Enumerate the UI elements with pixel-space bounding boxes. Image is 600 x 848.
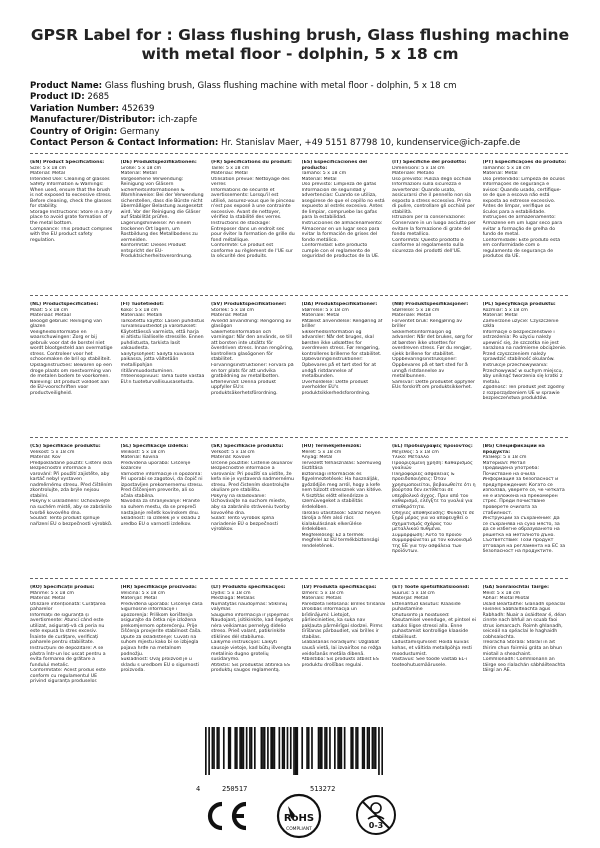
spec-line: Informacje o bezpieczeństwie i ostrzeżenia: Po użyciu należy upewnić się, że szczotka nie jest narażona na nadmierne obciążenie. Przed czyszczeniem należy sprawdzić stabilność okularów. — [482, 329, 567, 363]
barcode-bar — [337, 727, 339, 769]
barcode-bar — [239, 727, 241, 769]
ean-barcode — [205, 727, 383, 775]
language-heading: (LV) Produkta specifikācijas: — [301, 585, 377, 590]
spec-line: Предвидена употреба: Почистване на очила — [482, 466, 540, 477]
spec-line: Tervezett felhasználás: Szemüveg tisztítása — [301, 460, 382, 472]
spec-line: Atbilstība: Šis produkts atbilst ES produktu drošības regulai. — [301, 657, 379, 668]
barcode-bar — [216, 727, 218, 769]
barcode-bar — [318, 727, 320, 769]
barcode-bar — [272, 727, 274, 769]
spec-line: Drošības informācija un brīdinājumi: Lietojot, pārliecinieties, ka suka nav pakļauta pārmērīgai slodzei. Pirms tīrīšanas pārbaudiet, vai brilles ir stabilas. — [301, 607, 383, 640]
language-heading: (PT) Especificações do produto: — [482, 160, 567, 165]
language-block — [30, 585, 114, 715]
barcode-bar — [375, 727, 377, 769]
barcode-bar — [241, 727, 243, 769]
spec-line: Beoogd gebruik: Reiniging van glazen — [30, 318, 102, 330]
spec-line: Größe: 5 x 18 cm — [120, 165, 162, 171]
barcode-bar — [301, 727, 303, 769]
rohs-text: RoHS — [283, 813, 315, 824]
language-block — [392, 444, 476, 574]
barcode-bar — [208, 727, 210, 775]
language-heading: (BG) Спецификации на продукта: — [482, 444, 545, 455]
barcode-bar — [324, 727, 326, 769]
language-block — [30, 444, 114, 574]
barcode-group-1: 250517 — [222, 785, 248, 793]
spec-line: Οδηγίες αποθήκευσης: Φυλάξτε σε ξηρό μέρος για να αποφευχθεί ο σχηματισμός σχάρας του μεταλλικού πυθμένα. — [392, 510, 475, 533]
spec-line: Informations de sécurité et avertissements: Lorsqu'il est utilisé, assurez-vous que le pinceau n'est pas exposé à une contrainte excessive. Avant de nettoyer, vérifiez la stabilité des verres. — [211, 187, 295, 221]
spec-line: Predviđena uporaba: Čišćenje čaša — [120, 601, 203, 607]
spec-line: Súlad: Tento výrobok spĺňa nariadenie EÚ o bezpečnosti výrobkov. — [211, 516, 278, 533]
spec-line: Ohutusinfo ja hoiatused: Kasutamisel veenduge, et pintsel ei satuks liigse stressi alla. Enne puhastamist kontrollige klaaside stabiilsust. — [392, 612, 476, 640]
spec-line: Oppbevaringsinstruksjoner: Oppbevares på et tørt sted for å unngå ristdannelse av metallbunnen. — [392, 357, 468, 380]
barcode-left-digit: 4 — [196, 785, 201, 793]
barcode-bar — [295, 727, 297, 775]
spec-line: Material: Metal — [30, 171, 66, 177]
spec-line: Размер: 5 x 18 cm — [482, 455, 527, 461]
spec-line: Izmērs: 5 x 18 cm — [301, 590, 344, 596]
barcode-bar — [264, 727, 266, 769]
barcode-bar — [372, 727, 374, 769]
spec-line: Veličina: 5 x 18 cm — [120, 590, 165, 596]
barcode-bar — [293, 727, 295, 775]
language-heading: (ET) Toote spetsifikatsioonid: — [392, 585, 470, 590]
language-heading: (SK) Špecifikácie produktu: — [211, 444, 284, 449]
spec-line: Informații de siguranță și avertismente: Atunci când este utilizat, asigurați-vă că peria nu este expusă la stres excesiv. Înainte de curățare, verificați paharele pentru stabilitate. — [30, 612, 105, 646]
spec-line: Predvidena uporaba: Čiščenje kozarcev — [120, 460, 191, 472]
product-info-row — [30, 115, 590, 126]
language-band — [30, 160, 568, 290]
language-block — [302, 444, 386, 574]
spec-line: Taille: 5 x 18 cm — [211, 165, 250, 171]
spec-line: Materiaal: Metaal — [30, 313, 71, 319]
spec-line: Conformidad: Este producto cumple con el reglamento de seguridad de productos de la UE. — [301, 243, 380, 260]
product-info-row — [30, 138, 590, 149]
info-key: Variation Number: — [30, 103, 119, 114]
language-block — [483, 302, 567, 432]
spec-line: Dydis: 5 x 18 cm — [211, 590, 251, 596]
language-block — [302, 585, 386, 715]
language-heading: (SV) Produktspecifikationer: — [211, 302, 287, 307]
spec-line: Saugumo informacija ir įspėjimai: Naudojant, įsitikinkite, kad šepetys nėra veikiamas pernelyg didelio streso. Prieš valant, patikrinkite stiklines dėl stabilumo. — [211, 612, 294, 640]
language-block — [392, 160, 476, 290]
barcode-bar — [254, 727, 256, 769]
barcode-bar — [261, 727, 263, 769]
spec-line: Materiale: Metallo — [392, 171, 435, 177]
language-heading: (RO) Specificații produs: — [30, 585, 95, 590]
barcode-bar — [296, 727, 298, 775]
barcode-bar — [267, 727, 269, 769]
spec-line: Conformità: Questo prodotto è conforme al regolamento sulla sicurezza dei prodotti dell'UE. — [392, 237, 464, 254]
spec-line: Faisnéis Sábháilteachta agus Rabhadh: Nuair a úsáidtear é, déan cinnte nach bhfuil an scuab faoi strus iomarcach. Roimh ghlanadh, seiceáil na spéaclaí le haghaidh cobhsaíochta. — [482, 607, 566, 640]
spec-line: Upute za skladištenje: Čuvati na suhom mjestu kako bi se izbjegla pojava hrđe na metalnom podnožju. — [120, 634, 199, 657]
barcode-bar — [329, 727, 331, 769]
spec-line: Opslaginstructies: Bewaren op een droge plaats om roestvorming van de metalen bodem te voorkomen. — [30, 363, 112, 380]
spec-line: Opbevaringsinstruktioner: Opbevares på et tørt sted for at undgå ristdannelse af metalbunden. — [301, 357, 377, 380]
spec-line: Sikkerhedsinformation og advarsler: Når det bruges, skal børsten ikke udsættes for overdreven stress. Før rengøring, kontrolleres brillerne for stabilitet. — [301, 329, 382, 357]
spec-line: Medžiaga: Metalas — [211, 596, 255, 602]
spec-line: Konformität: Dieses Produkt entspricht der EU-Produktsicherheitsverordnung. — [120, 243, 193, 260]
spec-line: Comhlíonadh: Comhlíonann an táirge seo rialachán sábháilteachta táirgí an AE. — [482, 657, 566, 674]
info-key: Country of Origin: — [30, 126, 118, 137]
spec-line: Safety Information & Warnings: When used, ensure that the brush is not exposed to excessive stress. Before cleaning, check the glasses for stability. — [30, 182, 112, 210]
spec-line: Materiál: Kov — [30, 455, 61, 461]
spec-line: Material: Metal — [301, 176, 337, 182]
barcode-bar — [223, 727, 225, 769]
spec-line: Materiał: Metal — [482, 313, 518, 319]
spec-line: Lagerungshinweise: An einem trockenen Ort lagern, um Rostbildung des Metallbodens zu vermeiden. — [120, 221, 198, 243]
barcode-bar — [357, 727, 359, 769]
barcode-bar — [373, 727, 375, 769]
language-block — [483, 444, 567, 574]
language-heading: (NL) Productspecificaties: — [30, 302, 99, 307]
spec-line: Förvaringsinstruktioner: Förvara på en torr plats för att undvika gratbildning av metallbotten. — [211, 363, 294, 380]
spec-line: Materiaali: Metalli — [120, 313, 163, 319]
barcode-bar — [205, 727, 207, 775]
spec-line: Συμμόρφωση: Αυτό το προϊόν συμμορφώνεται με τον κανονισμό της ΕΕ για την ασφάλεια των προϊόντων. — [392, 532, 472, 555]
spec-line: Uso previsto: Limpieza de gafas — [301, 182, 377, 188]
spec-line: Materjal: Metall — [392, 596, 429, 602]
barcode-bar — [321, 727, 323, 769]
barcode-bar — [282, 727, 284, 769]
info-key: Product Name: — [30, 81, 103, 91]
info-key: Manufacturer/Distributor: — [30, 115, 156, 126]
spec-line: Pokyny k uskladnění: Uchovávejte na suchém místě, aby se zabránilo tvorbě kovového dna. — [30, 499, 112, 516]
info-value: 452639 — [121, 103, 155, 114]
barcode-bar — [278, 727, 280, 769]
language-block — [121, 444, 205, 574]
spec-line: Material: Metal — [482, 171, 518, 177]
spec-line: Turvallisuustiedot ja varoitukset: Käytettäessä varmista, että harja ei altistu liialliselle stressille. Ennen puhdistusta, tarkista lasit vakaudesta. — [120, 324, 204, 352]
spec-line: Samsvar: Dette produktet oppfyller EUs forskrift om produktsikkerhet. — [392, 379, 475, 391]
barcode-bar — [367, 727, 369, 769]
language-heading: (DE) Produktspezifikationen: — [120, 160, 197, 165]
language-heading: (NB) Produktspesifikasjoner: — [392, 302, 469, 307]
spec-line: Matériau: Métal — [211, 171, 248, 177]
spec-line: Určené použitie: Čistenie okuliarov — [211, 460, 293, 466]
barcode-group-2: 513272 — [310, 785, 336, 793]
spec-line: Uso pretendido: Limpeza de óculos — [482, 176, 565, 182]
language-heading: (FI) Tuotetiedot: — [120, 302, 164, 307]
spec-line: Säkerhetsinformation och varningar: När den används, se till att borsten inte utsätts för överdriven stress. Innan rengöring, kontrollera glasögonen för stabilitet. — [211, 329, 294, 363]
barcode-bar — [287, 727, 289, 769]
spec-line: Προοριζόμενη χρήση: Καθαρισμός γυαλιών — [392, 460, 473, 472]
spec-line: Ettenähtud kasutus: Klaaside puhastamine — [392, 601, 461, 613]
spec-line: Bezpečnostné informácie a varovania: Pri použití sa uistite, že kefa nie je vystavená nadmernému stresu. Pred čistením skontrolujte okuliare pre stabilitu. — [211, 466, 294, 494]
info-value: 2685 — [87, 92, 110, 103]
barcode-bar — [262, 727, 264, 769]
spec-line: Efterlevnad: Denna produkt uppfyller EU:s produktsäkerhetsförordning. — [211, 379, 278, 396]
barcode-bar — [236, 727, 238, 769]
spec-line: Předpokládané použití: Čištění skla — [30, 460, 112, 466]
spec-line: Conformité: Ce produit est conforme au règlement de l'UE sur la sécurité des produits. — [211, 243, 293, 260]
product-info-row — [30, 81, 590, 92]
spec-line: Tamanho: 5 x 18 cm — [482, 165, 531, 171]
spec-line: Numatytas naudojimas: Stiklinių valymas — [211, 601, 288, 613]
spec-line: Velikost: 5 x 18 cm — [120, 449, 165, 455]
spec-line: Ábhar: Miotal Miotal — [482, 596, 530, 602]
language-band — [30, 585, 568, 715]
spec-line: Bezpečnostní informace a varování: Při použití zajistěte, aby kartáč nebyl vystaven nadměrnému stresu. Před čištěním zkontrolujte, zda brýle nejsou stabilní. — [30, 466, 113, 499]
barcode-bar — [274, 727, 276, 769]
spec-line: Материал: Метал — [482, 460, 526, 466]
spec-line: Intended Use: Cleaning of glasses — [30, 176, 110, 182]
spec-line: Πληροφορίες ασφάλειας & προειδοποιήσεις: Όταν χρησιμοποιείται, βεβαιωθείτε ότι η βούρτσα δεν εκτίθεται σε υπερβολικό άγχος. Πριν από τον καθαρισμό, ελέγξτε τα γυαλιά για σταθερότητα. — [392, 471, 476, 511]
barcode-bar — [270, 727, 272, 769]
language-block — [302, 302, 386, 432]
spec-line: Suurus: 5 x 18 cm — [392, 590, 435, 596]
spec-line: Conformidade: Este produto está em conformidade com o regulamento de segurança de produtos da UE. — [482, 237, 561, 260]
spec-line: Instrucțiuni de depozitare: A se păstra într-un loc uscat pentru a evita formarea de grătare a fundului metalic. — [30, 646, 106, 668]
language-block — [392, 585, 476, 715]
spec-line: Υλικό: Μέταλλο — [392, 455, 429, 461]
language-heading: (DA) Produktspecifikationer: — [301, 302, 378, 307]
spec-line: Ladustamisjuhised: Hoida kuivas kohas, et vältida metallpõhja resti moodustumist. — [392, 640, 472, 657]
spec-line: Koko: 5 x 18 cm — [120, 307, 159, 313]
barcode-bar — [234, 727, 236, 769]
barcode-bar — [378, 727, 380, 775]
spec-line: Paredzētā lietošana: Brilles tīrīšanai — [301, 601, 386, 607]
barcode-bar — [308, 727, 310, 769]
spec-line: Mărime: 5 x 18 cm — [30, 590, 75, 596]
language-heading: (PL) Specyfikacja produktu: — [482, 302, 556, 307]
age-warning-icon — [354, 793, 398, 837]
language-heading: (FR) Spécifications du produit: — [211, 160, 292, 165]
spec-line: Materiāls: Metāls — [301, 596, 342, 602]
language-heading: (ES) Especificaciones del producto: — [301, 160, 368, 171]
spec-line: Conformitate: Acest produs este conform cu regulamentul UE privind siguranța produselor. — [30, 668, 106, 685]
spec-line: Materiale: Metal — [301, 313, 340, 319]
spec-line: Glabāšanas norādījumi: Uzglabāt sausā vietā, lai izvairītos no režģa veidošanās metāla dibenā. — [301, 640, 382, 657]
spec-line: Méid: 5 x 18 cm — [482, 590, 521, 596]
spec-line: Skladnost: Ta izdelek je v skladu z uredbo EU o varnosti izdelkov. — [120, 516, 201, 527]
barcode-bar — [251, 727, 253, 769]
barcode-bar — [368, 727, 370, 769]
spec-line: Sicherheitsinformationen & Warnhinweise: Bei der Verwendung sicherstellen, dass die Bürste nicht übermäßiger Belastung ausgesetzt wird. Vor der Reinigung die Gläser auf Stabilität prüfen. — [120, 187, 204, 221]
product-info-row — [30, 104, 590, 115]
info-value: ich-zapfe — [158, 115, 198, 126]
barcode-bar — [290, 727, 292, 769]
barcode-bar — [363, 727, 365, 769]
spec-line: Instrukcje przechowywania: Przechowywać w suchym miejscu, aby uniknąć tworzenia się kratki z metalu. — [482, 363, 563, 385]
barcode-bar — [218, 727, 220, 769]
spec-line: Storage Instructions: Store in a dry place to avoid grate formation of the metal bottom. — [30, 209, 113, 227]
spec-line: Overholdelse: Dette produkt overholder EU's produktsikkerhedsforordning. — [301, 379, 371, 396]
info-key: Product ID: — [30, 92, 85, 103]
language-heading: (HR) Specifikacije proizvoda: — [120, 585, 197, 590]
barcode-bar — [311, 727, 313, 769]
divider — [30, 295, 568, 296]
barcode-bar — [344, 727, 346, 769]
spec-line: Navodila za shranjevanje: Hranite na suhem mestu, da se prepreči nastajanje rešetk kovinskem dnu. — [120, 499, 200, 516]
language-block — [483, 585, 567, 715]
spec-line: Material: Kovina — [120, 455, 159, 461]
barcode-bar — [341, 727, 343, 769]
barcode-bar — [213, 727, 215, 769]
spec-line: Sukladnost: Ovaj proizvod je u skladu s uredbom EU o sigurnosti proizvoda. — [120, 657, 199, 674]
spec-line: Uso previsto: Pulizia degli occhiali — [392, 176, 472, 182]
spec-line: Biztonsági információk és figyelmeztetések: Ha használják, győződjön meg arról, hogy a kefe nem túlzott stressznek van kitéve. A tisztítás előtt ellenőrizze a szemüvegeket a stabilitás érdekében. — [301, 471, 383, 511]
spec-line: Materijal: Metal — [120, 596, 157, 602]
spec-line: Информация за безопасност и предупреждения: Когато се използва, уверете се, че четката не е изложена на прекомерен стрес. Преди почистване проверете очилата за стабилност. — [482, 477, 565, 516]
product-info-block — [30, 81, 590, 149]
language-block — [392, 302, 476, 432]
barcode-bar — [326, 727, 328, 769]
info-value: Glass flushing brush, Glass flushing machine with metal floor - dolphin, 5 x 18 cm — [104, 81, 457, 91]
language-block — [211, 302, 295, 432]
spec-line: Инструкции за съхранение: Да се съхранява на сухо място, за да се избегне образуването на решетка на металното дъно. — [482, 516, 560, 538]
rohs-compliant-icon — [276, 793, 322, 839]
spec-line: Vastavus: See toode vastab EL-i tooteohutusmäärusele. — [392, 657, 468, 668]
spec-line: Tarkoitettu käyttö: Lasien puhdistus — [120, 318, 205, 324]
language-heading: (IT) Specifiche del prodotto: — [392, 160, 467, 165]
product-info-row — [30, 127, 590, 138]
barcode-bar — [283, 727, 285, 769]
spec-line: Maat: 5 x 18 cm — [30, 307, 69, 313]
spec-line: Anyag: Metál — [301, 455, 333, 461]
rohs-sub-text: COMPLIANT — [286, 827, 312, 832]
language-block — [121, 585, 205, 715]
spec-line: Veľkosť: 5 x 18 cm — [211, 449, 255, 455]
spec-line: Velikost: 5 x 18 cm — [30, 449, 75, 455]
spec-line: Μέγεθος: 5 x 18 cm — [392, 449, 439, 455]
language-heading: (SL) Specifikacije izdelka: — [120, 444, 189, 449]
language-heading: (LT) Produkto specifikacijos: — [211, 585, 286, 590]
spec-line: Varnostne informacije in opozorila: Pri uporabi se zagotovi, da čopič ni izpostavljen prekomernemu stresu. Pred čiščenjem preverite, ali so očala stabilna. — [120, 471, 204, 499]
spec-line: Forventet bruk: Rengjøring av briller — [392, 318, 463, 330]
barcode-bar — [339, 727, 341, 769]
language-block — [30, 160, 114, 290]
language-block — [211, 585, 295, 715]
divider — [30, 153, 568, 154]
spec-line: Zgodność: Ten produkt jest zgodny z rozporządzeniem UE w sprawie bezpieczeństwa produktów. — [482, 385, 565, 402]
page-title: GPSR Label for : Glass flushing brush, Glass flushing machine with metal floor - dolphin, 5 x 18 cm — [30, 26, 570, 63]
spec-line: Materiál: Kovové — [211, 455, 251, 461]
spec-line: Treoracha Stórála: Stóráil in áit thirim chun foirmiú gráta an bhun miotail a sheachaint. — [482, 640, 563, 657]
barcode-bar — [350, 727, 352, 769]
barcode-bar — [352, 727, 354, 769]
spec-line: Úsáid Beartaithe: Glanadh spéaclaí — [482, 601, 566, 607]
spec-line: Istruzioni per la conservazione: Conservare in un luogo asciutto per evitare la formazione di grate del fondo metallico. — [392, 215, 476, 238]
spec-line: Informações de segurança e avisos: Quando usado, certifique-se de que a escova não está exposta ao estresse excessivo. Antes de limpar, verifique os óculos para a estabilidade. — [482, 182, 562, 215]
language-heading: (EN) Product Specifications: — [30, 160, 105, 165]
spec-line: Laikymo instrukcijos: Laikyti sausoje vietoje, kad būtų išvengta metalinio dugno grotelių susidarymo. — [211, 640, 292, 663]
spec-line: Påtænkt anvendelse: Rengøring af briller — [301, 318, 383, 330]
language-block — [30, 302, 114, 432]
product-info-row — [30, 92, 590, 103]
spec-line: Tamaño: 5 x 18 cm — [301, 171, 347, 177]
info-value: Hr. Stanislav Maer, +49 5151 87798 10, kundenservice@ich-zapfe.de — [221, 138, 521, 149]
spec-line: Vorgesehene Verwendung: Reinigung von Gläsern — [120, 176, 184, 188]
spec-line: Instruções de armazenamento: Armazene em um lugar seco para evitar a formação de grelha do fundo de metal. — [482, 215, 563, 238]
barcode-bar — [381, 727, 383, 775]
barcode-bar — [306, 727, 308, 769]
spec-line: Compliance: This product complies with the EU product safety regulation. — [30, 226, 113, 243]
spec-line: Soulad: Tento produkt splňuje nařízení EU o bezpečnosti výrobků. — [30, 516, 113, 527]
spec-line: Material: Metall — [211, 313, 248, 319]
spec-line: Información de seguridad y advertencias: Cuando se utiliza, asegúrese de que el cepillo no está expuesto al estrés excesivo. Antes de limpiar, compruebe las gafas para la estabilidad. — [301, 187, 385, 221]
spec-line: Sigurnosne informacije i upozorenja: Prilikom korištenja osigurajte da četka nije izložena prekomjernom opterećenju. Prije čišćenja provjerite stabilnost čaša. — [120, 607, 202, 635]
spec-line: Atitiktis: Šis produktas atitinka ES produktų saugos reglamentą. — [211, 662, 291, 674]
spec-line: Dimensioni: 5 x 18 cm — [392, 165, 445, 171]
language-block — [302, 160, 386, 290]
barcode-bar — [249, 727, 251, 769]
barcode-bar — [355, 727, 357, 769]
spec-line: Instructions de stockage: Entreposer dans un endroit sec pour éviter la formation de grille du fond métallique. — [211, 221, 295, 243]
info-value: Germany — [119, 126, 160, 137]
language-heading: (GA) Sonraíochtaí Táirge: — [482, 585, 549, 590]
spec-line: Zamierzone użycie: Czyszczenie szkła — [482, 318, 559, 330]
spec-line: Yhteensopivuus: Tämä tuote vastaa EU:n tuoteturvallisuusasetusta. — [120, 374, 205, 385]
spec-line: Size: 5 x 18 cm — [30, 165, 67, 171]
spec-line: Съответствие: Този продукт отговаря на регламента на ЕС за безопасност на продуктите. — [482, 538, 566, 555]
spec-line: Rozmiar: 5 x 18 cm — [482, 307, 528, 313]
divider — [30, 578, 568, 579]
language-block — [121, 160, 205, 290]
age-text: 0-3 — [368, 821, 384, 830]
spec-line: Veiligheidsinformatie en waarschuwingen: Zorg er bij gebruik voor dat de borstel niet wordt blootgesteld aan overmatige stress. Controleer voor het schoonmaken de bril op stabiliteit. — [30, 329, 113, 363]
spec-line: Megfelelőség: Ez a termék megfelel az EU termékbiztonsági rendeletének. — [301, 532, 379, 549]
language-band — [30, 444, 568, 574]
language-heading: (EL) Προδιαγραφές προϊόντος: — [392, 444, 473, 449]
spec-line: Storlek: 5 x 18 cm — [211, 307, 254, 313]
language-block — [211, 160, 295, 290]
barcode-bar — [228, 727, 230, 769]
language-band — [30, 302, 568, 432]
spec-line: Størrelse: 5 x 18 cm — [392, 307, 440, 313]
language-block — [211, 444, 295, 574]
barcode-bar — [243, 727, 245, 769]
barcode-bar — [230, 727, 232, 769]
barcode-bar — [319, 727, 321, 769]
language-block — [483, 160, 567, 290]
spec-line: Pokyny na skladovanie: Uchovávajte na suchom mieste, aby sa zabránilo stráveniu tvorby kovového dna. — [211, 493, 290, 516]
barcode-bar — [246, 727, 248, 769]
spec-line: Avsedd användning: Rengöring av glasögon — [211, 318, 292, 330]
spec-line: Säilytysohjeet: Säilytä kuivassa paikassa, jotta vältetään metallipohjan ritilänmuodostuminen. — [120, 351, 195, 374]
ce-mark-icon — [200, 798, 250, 834]
spec-line: Materiale: Metall — [392, 313, 432, 319]
language-heading: (HU) Termékjellemzők: — [301, 444, 362, 449]
barcode-bar — [212, 727, 214, 769]
spec-line: Informazioni sulla sicurezza e avvertenze: Quando usato, assicurarsi che il pennello non sia esposto a stress eccessivo. Prima di pulire, controllare gli occhiali per stabilità. — [392, 182, 475, 215]
spec-line: Sikkerhetsinformasjon og advarsler: Når det brukes, sørg for at børsten ikke utsettes for overdreven stress. Før du rengjør, sjekk brillene for stabilitet. — [392, 329, 473, 357]
spec-line: Instrucciones de almacenamiento: Almacenar en un lugar seco para evitar la formación de grises del fondo metálico. — [301, 221, 383, 243]
language-block — [121, 302, 205, 432]
barcode-bar — [362, 727, 364, 769]
language-heading: (CS) Specifikace produktu: — [30, 444, 101, 449]
spec-line: Størrelse: 5 x 18 cm — [301, 307, 349, 313]
spec-line: Naleving: Dit product voldoet aan de EU-voorschriften voor productveiligheid. — [30, 379, 110, 396]
spec-line: Utilisation prévue: Nettoyage des verres — [211, 176, 290, 188]
spec-line: Tárolási utasítások: Száraz helyen tárolja a fém alsó rács kialakulásának elkerülése érdekében. — [301, 510, 381, 533]
spec-line: Material: Metal — [30, 596, 66, 602]
spec-line: Méret: 5 x 18 cm — [301, 449, 342, 455]
divider — [30, 437, 568, 438]
spec-line: Material: Metall — [120, 171, 157, 177]
info-key: Contact Person & Contact Information: — [30, 138, 219, 149]
spec-line: Utilizare intenționată: Curățarea paharelor — [30, 601, 106, 613]
barcode-bar — [334, 727, 336, 769]
